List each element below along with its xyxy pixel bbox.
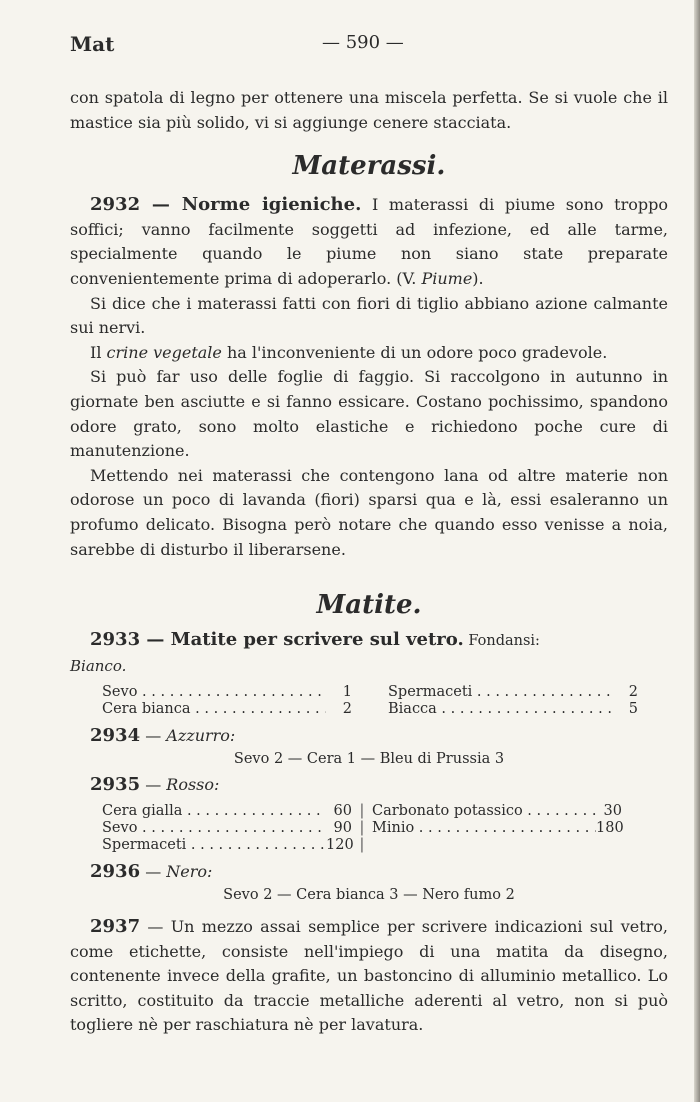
ingredient-name: Biacca . . . bbox=[388, 701, 612, 718]
ingredient bbox=[102, 701, 352, 718]
ingredient-qty: 2 bbox=[628, 684, 638, 701]
recipe-dash: — bbox=[140, 194, 182, 216]
recipe-text: Un mezzo assai semplice per scrivere indicazioni sul vetro, come etichette, consiste nell'impiego di una matita da disegno, contenente invece della grafite, un bastoncino di alluminio metallico. Lo scritto, costituito da traccie metalliche aderenti al vetro, non si può togliere nè per raschiatura nè per lavatura. bbox=[70, 917, 669, 1035]
recipe-2932 bbox=[70, 193, 668, 291]
page-edge-shadow bbox=[694, 0, 700, 1102]
ingredient-qty: 180 bbox=[596, 820, 624, 837]
recipe-dash: — bbox=[140, 629, 171, 651]
ingredient-name: Cera bianca . . . bbox=[102, 701, 326, 718]
ingredient-name: Cera gialla . . . bbox=[102, 803, 326, 820]
ingredient-qty: 2 bbox=[342, 701, 352, 718]
ingredient-name: Minio . . . bbox=[372, 820, 596, 837]
ingredient-qty: 120 bbox=[326, 837, 354, 854]
paragraph-crine bbox=[70, 341, 668, 366]
subheading-azzurro: Azzurro: bbox=[166, 726, 236, 746]
ingredient bbox=[388, 684, 638, 701]
italic-term: crine vegetale bbox=[106, 342, 222, 362]
column-divider: | bbox=[359, 803, 365, 820]
ingredient bbox=[372, 803, 622, 820]
text-span: ha l'inconveniente di un odore poco gradevole. bbox=[221, 342, 608, 362]
ingredient-qty: 1 bbox=[342, 684, 352, 701]
ingredients-bianco bbox=[70, 684, 668, 718]
running-header bbox=[70, 32, 668, 58]
paragraph-faggio: Si può far uso delle foglie di faggio. Si raccolgono in autunno in giornate ben asciutte e si fanno essicare. Costano pochissimo, spandono odore grato, sono molto elastiche e richiedono poche cure di manutenzione. bbox=[70, 367, 668, 461]
recipe-text-end: ). bbox=[472, 268, 484, 288]
ingredients-rosso bbox=[70, 803, 668, 854]
header-keyword: Mat bbox=[70, 32, 115, 56]
subheading-bianco: Bianco. bbox=[70, 656, 127, 675]
ingredient-name: Carbonato potassico . . . bbox=[372, 803, 596, 820]
recipe-text: I materassi di piume sono troppo soffici; vanno facilmente soggetti ad infezione, ed alle tarme, specialmente quando le piume non siano state preparate convenientemente prima di adoperarlo. (V. bbox=[70, 195, 668, 288]
recipe-2934 bbox=[70, 724, 668, 749]
subheading-rosso: Rosso: bbox=[166, 774, 220, 794]
ingredient-qty: 5 bbox=[628, 701, 638, 718]
paragraph-tiglio: Si dice che i materassi fatti con fiori di tiglio abbiano azione calmante sui nervi. bbox=[70, 293, 668, 338]
page-number: — 590 — bbox=[322, 32, 404, 53]
recipe-number: 2934 bbox=[90, 725, 141, 747]
ingredient-name: Spermaceti . . . bbox=[102, 837, 326, 854]
ingredient-name: Sevo . . . bbox=[102, 820, 326, 837]
recipe-2933 bbox=[70, 628, 668, 654]
ingredient bbox=[102, 837, 352, 854]
ingredient bbox=[372, 820, 622, 837]
ingredients-nero: Sevo 2 — Cera bianca 3 — Nero fumo 2 bbox=[223, 887, 515, 904]
paragraph-lavanda: Mettendo nei materassi che contengono lana od altre materie non odorose un poco di lavanda (fiori) sparsi qua e là, essi esaleranno un profumo delicato. Bisogna però notare che quando esso venisse a noia, sarebbe di disturbo il liberarsene. bbox=[70, 465, 668, 559]
ingredient-name: Sevo . . . bbox=[102, 684, 326, 701]
cross-reference: Piume bbox=[421, 268, 473, 288]
recipe-text: Fondansi: bbox=[463, 633, 540, 650]
ingredient bbox=[388, 701, 638, 718]
recipe-heading: Norme igieniche. bbox=[181, 194, 362, 216]
intro-paragraph: con spatola di legno per ottenere una miscela perfetta. Se si vuole che il mastice sia più solido, vi si aggiunge cenere stacciata. bbox=[70, 88, 668, 132]
recipe-heading: Matite per scrivere sul vetro. bbox=[170, 629, 464, 651]
recipe-number: 2935 bbox=[90, 773, 141, 795]
ingredient bbox=[102, 803, 352, 820]
subheading-nero: Nero: bbox=[166, 862, 213, 882]
ingredient-name: Spermaceti . . . bbox=[388, 684, 612, 701]
ingredient bbox=[102, 820, 352, 837]
section-title-matite: Matite. bbox=[316, 590, 422, 621]
page-body bbox=[70, 86, 668, 1038]
recipe-number: 2933 bbox=[90, 629, 141, 651]
text-span: Il bbox=[90, 342, 107, 362]
ingredient-qty: 30 bbox=[603, 803, 622, 820]
recipe-dash: — bbox=[140, 862, 167, 882]
recipe-2936 bbox=[70, 860, 668, 885]
ingredient bbox=[102, 684, 352, 701]
recipe-dash: — bbox=[140, 917, 171, 937]
section-title-materassi: Materassi. bbox=[292, 151, 446, 182]
recipe-2935 bbox=[70, 773, 668, 798]
recipe-dash: — bbox=[140, 774, 167, 794]
column-divider: | bbox=[359, 837, 365, 854]
column-divider: | bbox=[359, 820, 365, 837]
recipe-number: 2932 bbox=[90, 194, 141, 216]
recipe-number: 2937 bbox=[90, 916, 141, 938]
ingredients-azzurro: Sevo 2 — Cera 1 — Bleu di Prussia 3 bbox=[233, 750, 505, 767]
ingredient-qty: 60 bbox=[333, 803, 352, 820]
recipe-dash: — bbox=[140, 726, 167, 746]
ingredient-qty: 90 bbox=[333, 820, 352, 837]
recipe-2937 bbox=[70, 915, 668, 1038]
recipe-number: 2936 bbox=[90, 861, 141, 883]
